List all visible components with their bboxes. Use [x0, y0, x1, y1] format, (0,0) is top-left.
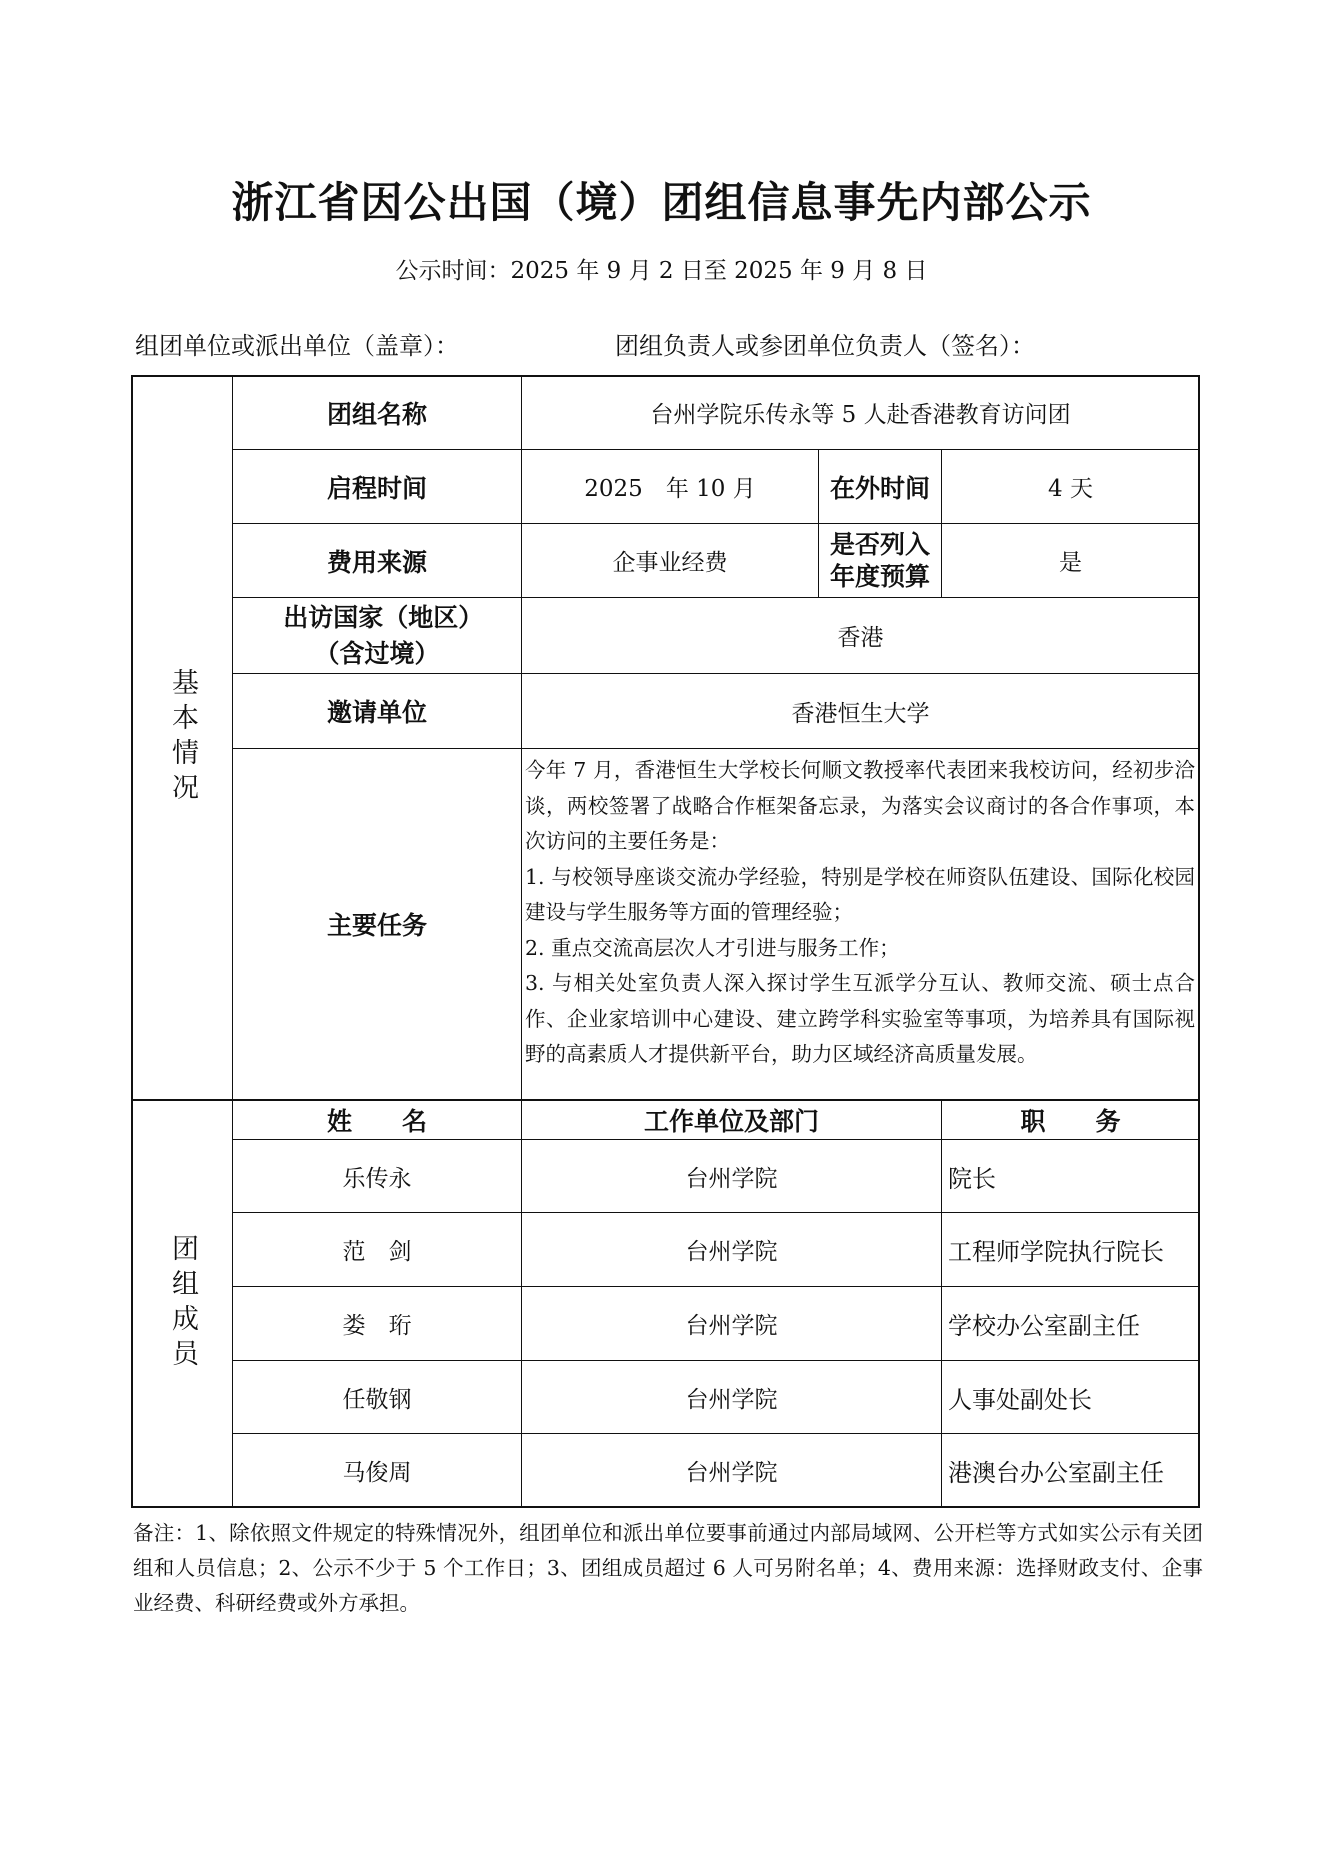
organizer-seal-field: 组团单位或派出单位（盖章）： — [135, 332, 459, 360]
basic-info-section-label: 基本情况 — [167, 667, 198, 808]
group-name-label: 团组名称 — [326, 399, 427, 429]
member-position: 学校办公室副主任 — [948, 1312, 1140, 1340]
member-unit: 台州学院 — [685, 1313, 778, 1339]
tasks-paragraph: 3. 与相关处室负责人深入探讨学生互派学分互认、教师交流、硕士点合作、企业家培训中心建设、建立跨学科实验室等事项，为培养具有国际视野的高素质人才提供新平台，助力区域经济高质量发展。 — [525, 971, 1195, 1066]
member-unit: 台州学院 — [685, 1386, 778, 1413]
member-name: 娄 珩 — [342, 1313, 412, 1339]
inviter-label: 邀请单位 — [326, 698, 427, 727]
funding-label: 费用来源 — [326, 547, 427, 577]
member-name: 范 剑 — [342, 1239, 412, 1265]
member-unit: 台州学院 — [685, 1460, 778, 1486]
member-name: 乐传永 — [342, 1165, 412, 1192]
member-position: 院长 — [948, 1164, 996, 1193]
group-name-value: 台州学院乐传永等 5 人赴香港教育访问团 — [650, 402, 1071, 428]
member-unit: 台州学院 — [685, 1165, 778, 1192]
budget-label: 是否列入年度预算 — [829, 529, 930, 591]
member-position-header: 职 务 — [1020, 1107, 1121, 1136]
depart-time-label: 启程时间 — [326, 473, 427, 503]
member-name: 任敬钢 — [342, 1386, 412, 1413]
member-position: 港澳台办公室副主任 — [948, 1459, 1164, 1487]
member-position: 人事处副处长 — [948, 1385, 1092, 1414]
tasks-paragraph: 今年 7 月，香港恒生大学校长何顺文教授率代表团来我校访问，经初步洽谈，两校签署了战略合作框架备忘录，为落实会议商讨的各合作事项，本次访问的主要任务是： — [525, 758, 1195, 853]
tasks-paragraph: 1. 与校领导座谈交流办学经验，特别是学校在师资队伍建设、国际化校园建设与学生服务等方面的管理经验； — [525, 864, 1195, 924]
member-position: 工程师学院执行院长 — [948, 1238, 1164, 1266]
duration-value: 4 天 — [1048, 476, 1093, 502]
member-name-header: 姓 名 — [326, 1107, 427, 1136]
footnote: 备注：1、除依照文件规定的特殊情况外，组团单位和派出单位要事前通过内部局域网、公开栏等方式如实公示有关团组和人员信息；2、公示不少于 5 个工作日；3、团组成员超过 6 人可另附名单；4、费用来源：选择财政支付、企事业经费、科研经费或外方承担。 — [133, 1521, 1203, 1615]
tasks-paragraph: 2. 重点交流高层次人才引进与服务工作； — [525, 935, 900, 960]
inviter-value: 香港恒生大学 — [791, 700, 930, 727]
tasks-text — [525, 753, 1195, 1073]
budget-value: 是 — [1059, 550, 1082, 576]
member-unit: 台州学院 — [685, 1239, 778, 1265]
member-name: 马俊周 — [342, 1460, 412, 1486]
country-label: 出访国家（地区）（含过境） — [283, 602, 471, 668]
publicity-period: 公示时间：2025 年 9 月 2 日至 2025 年 9 月 8 日 — [395, 258, 928, 284]
tasks-label: 主要任务 — [326, 911, 427, 940]
duration-label: 在外时间 — [829, 473, 930, 503]
leader-signature-field: 团组负责人或参团单位负责人（签名）： — [615, 332, 1035, 360]
funding-value: 企事业经费 — [612, 550, 728, 576]
page-title: 浙江省因公出国（境）团组信息事先内部公示 — [231, 178, 1092, 227]
members-section-label: 团组成员 — [167, 1234, 198, 1374]
country-value: 香港 — [837, 625, 884, 651]
member-unit-header: 工作单位及部门 — [643, 1107, 819, 1136]
depart-time-value: 2025 年 10 月 — [584, 476, 756, 502]
